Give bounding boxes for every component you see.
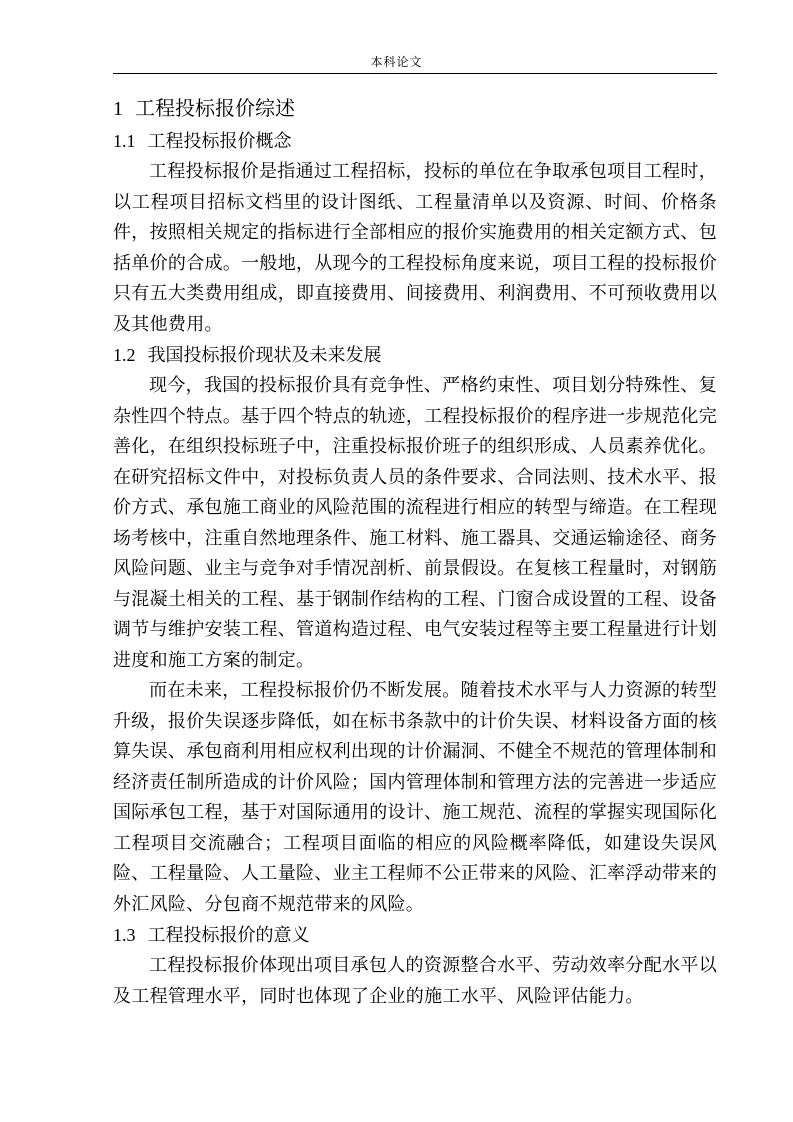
section-number: 1.3: [113, 925, 136, 945]
section-number: 1.1: [113, 131, 136, 151]
paragraph: 工程投标报价是指通过工程招标，投标的单位在争取承包项目工程时，以工程项目招标文档里的设计图纸、工程量清单以及资源、时间、价格条件，按照相关规定的指标进行全部相应的报价实施费用的相关定额方式、包括单价的合成。一般地，从现今的工程投标角度来说，项目工程的投标报价只有五大类费用组成，即直接费用、间接费用、利润费用、不可预收费用以及其他费用。: [113, 161, 717, 335]
paragraph: 现今，我国的投标报价具有竞争性、严格约束性、项目划分特殊性、复杂性四个特点。基于四个特点的轨迹，工程投标报价的程序进一步规范化完善化，在组织投标班子中，注重投标报价班子的组织形成、人员素养优化。在研究招标文件中，对投标负责人员的条件要求、合同法则、技术水平、报价方式、承包施工商业的风险范围的流程进行相应的转型与缔造。在工程现场考核中，注重自然地理条件、施工材料、施工器具、交通运输途径、商务风险问题、业主与竞争对手情况剖析、前景假设。在复核工程量时，对钢筋与混凝土相关的工程、基于钢制作结构的工程、门窗合成设置的工程、设备调节与维护安装工程、管道构造过程、电气安装过程等主要工程量进行计划进度和施工方案的制定。: [113, 375, 717, 671]
document-body: [113, 90, 717, 1012]
paragraph: 工程投标报价体现出项目承包人的资源整合水平、劳动效率分配水平以及工程管理水平，同时也体现了企业的施工水平、风险评估能力。: [113, 955, 717, 1007]
section-number: 1.2: [113, 345, 136, 365]
paragraph: 而在未来，工程投标报价仍不断发展。随着技术水平与人力资源的转型升级，报价失误逐步降低，如在标书条款中的计价失误、材料设备方面的核算失误、承包商利用相应权利出现的计价漏洞、不健全不规范的管理体制和经济责任制所造成的计价风险；国内管理体制和管理方法的完善进一步适应国际承包工程，基于对国际通用的设计、施工规范、流程的掌握实现国际化工程项目交流融合；工程项目面临的相应的风险概率降低，如建设失误风险、工程量险、人工量险、业主工程师不公正带来的风险、汇率浮动带来的外汇风险、分包商不规范带来的风险。: [113, 680, 717, 915]
header-rule: [113, 73, 717, 74]
section-title: 我国投标报价现状及未来发展: [147, 345, 382, 366]
section-heading: [113, 920, 717, 951]
chapter-title: 工程投标报价综述: [135, 96, 295, 120]
section-title: 工程投标报价概念: [147, 131, 292, 152]
section-title: 工程投标报价的意义: [147, 925, 310, 946]
section-heading: [113, 126, 717, 157]
chapter-heading: [113, 90, 717, 126]
section-heading: [113, 340, 717, 371]
running-header: 本科论文: [370, 55, 423, 69]
chapter-number: 1: [113, 98, 123, 120]
